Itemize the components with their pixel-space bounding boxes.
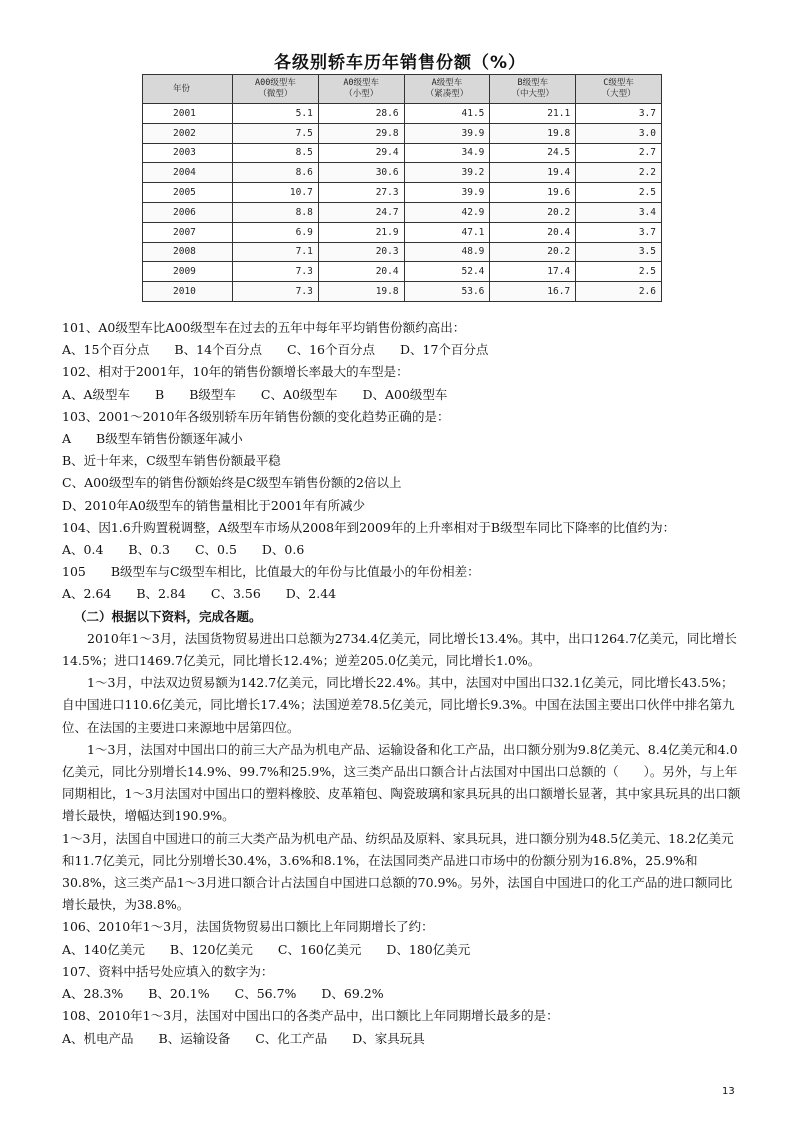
header-cell — [233, 75, 319, 104]
header-line-1: B级型车 — [517, 78, 549, 88]
share-cell: 39.2 — [404, 163, 490, 183]
question-105: 105 B级型车与C级型车相比，比值最大的年份与比值最小的年份相差： — [62, 564, 480, 580]
paragraph-1: 2010年1～3月，法国货物贸易进出口总额为2734.4亿美元，同比增长13.4%。其中，出口1264.7亿美元，同比增长14.5%；进口1469.7亿美元，同比增长12.4%；逆差205.0亿美元，同比增长1.0%。 — [62, 630, 737, 669]
question-103: 103、2001～2010年各级别轿车历年销售份额的变化趋势正确的是： — [62, 408, 450, 424]
share-cell: 20.4 — [490, 222, 576, 242]
header-line-2: （紧凑型） — [425, 89, 469, 99]
question-108: 108、2010年1～3月，法国对中国出口的各类产品中，出口额比上年同期增长最多的是： — [62, 1008, 559, 1024]
table-row — [143, 202, 662, 222]
question-104-options: A、0.4 B、0.3 C、0.5 D、0.6 — [62, 542, 305, 558]
table-row — [143, 163, 662, 183]
share-cell: 2.5 — [576, 183, 662, 203]
share-cell: 2.2 — [576, 163, 662, 183]
question-content — [62, 317, 742, 1050]
table-row — [143, 262, 662, 282]
header-line-2: （中大型） — [511, 89, 555, 99]
header-cell — [143, 75, 233, 104]
header-line-1: A0级型车 — [343, 78, 380, 88]
question-101: 101、A0级型车比A00级型车在过去的五年中每年平均销售份额约高出： — [62, 320, 466, 335]
share-cell: 5.1 — [233, 104, 319, 124]
share-cell: 7.3 — [233, 262, 319, 282]
table-body — [143, 104, 662, 302]
share-cell: 21.1 — [490, 104, 576, 124]
share-cell: 17.4 — [490, 262, 576, 282]
share-cell: 24.5 — [490, 143, 576, 163]
question-105-options: A、2.64 B、2.84 C、3.56 D、2.44 — [62, 586, 337, 602]
share-cell: 7.5 — [233, 123, 319, 143]
share-cell: 20.4 — [318, 262, 404, 282]
share-cell: 10.7 — [233, 183, 319, 203]
table-row — [143, 282, 662, 302]
share-cell: 2.5 — [576, 262, 662, 282]
share-cell: 7.3 — [233, 282, 319, 302]
question-102: 102、相对于2001年，10年的销售份额增长率最大的车型是： — [62, 364, 409, 380]
question-108-options: A、机电产品 B、运输设备 C、化工产品 D、家具玩具 — [62, 1030, 425, 1046]
table-row — [143, 123, 662, 143]
share-cell: 8.5 — [233, 143, 319, 163]
share-cell: 7.1 — [233, 242, 319, 262]
year-cell: 2006 — [143, 202, 233, 222]
section-heading: （二）根据以下资料，完成各题。 — [74, 608, 262, 624]
paragraph-3: 1～3月，法国对中国出口的前三大产品为机电产品、运输设备和化工产品，出口额分别为9.8亿美元、8.4亿美元和4.0亿美元，同比分别增长14.9%、99.7%和25.9%，这三类产品出口额合计占法国对中国出口总额的（ ）。另外，与上年同期相比，1～3月法国对中国出口的塑料橡胶、皮革箱包、陶瓷玻璃和家具玩具的出口额增长显著，其中家具玩具的出口额增长最快，增幅达到190.9%。 — [62, 741, 741, 824]
share-cell: 28.6 — [318, 104, 404, 124]
share-cell: 48.9 — [404, 242, 490, 262]
share-cell: 19.6 — [490, 183, 576, 203]
table-row — [143, 104, 662, 124]
share-cell: 16.7 — [490, 282, 576, 302]
year-cell: 2007 — [143, 222, 233, 242]
share-cell: 19.4 — [490, 163, 576, 183]
header-line-1: 年份 — [173, 83, 191, 94]
share-cell: 39.9 — [404, 183, 490, 203]
paragraph-2: 1～3月，中法双边贸易额为142.7亿美元，同比增长22.4%。其中，法国对中国出口32.1亿美元，同比增长43.5%；自中国进口110.6亿美元，同比增长17.4%；法国逆差78.5亿美元，同比增长9.3%。中国在法国主要出口伙伴中排名第九位、在法国的主要进口来源地中居第四位。 — [62, 675, 735, 735]
header-line-1: A00级型车 — [254, 78, 296, 88]
share-cell: 39.9 — [404, 123, 490, 143]
sales-share-table — [142, 74, 662, 302]
share-cell: 42.9 — [404, 202, 490, 222]
share-cell: 47.1 — [404, 222, 490, 242]
share-cell: 30.6 — [318, 163, 404, 183]
question-103-option-d: D、2010年A0级型车的销售量相比于2001年有所减少 — [62, 497, 366, 513]
header-cell — [490, 75, 576, 104]
question-106-options: A、140亿美元 B、120亿美元 C、160亿美元 D、180亿美元 — [62, 941, 471, 957]
sales-table — [142, 74, 662, 302]
share-cell: 3.0 — [576, 123, 662, 143]
table-row — [143, 242, 662, 262]
header-line-2: （微型） — [258, 89, 293, 99]
header-cell — [318, 75, 404, 104]
share-cell: 27.3 — [318, 183, 404, 203]
year-cell: 2003 — [143, 143, 233, 163]
question-103-option-b: B、近十年来，C级型车销售份额最平稳 — [62, 453, 281, 469]
header-line-2: （小型） — [344, 89, 379, 99]
share-cell: 19.8 — [318, 282, 404, 302]
table-row — [143, 183, 662, 203]
share-cell: 3.7 — [576, 222, 662, 242]
header-cell — [576, 75, 662, 104]
year-cell: 2010 — [143, 282, 233, 302]
share-cell: 20.3 — [318, 242, 404, 262]
share-cell: 29.8 — [318, 123, 404, 143]
question-104: 104、因1.6升购置税调整，A级型车市场从2008年到2009年的上升率相对于B级型车同比下降率的比值约为： — [62, 519, 676, 535]
share-cell: 34.9 — [404, 143, 490, 163]
table-header-row — [143, 75, 662, 104]
share-cell: 8.8 — [233, 202, 319, 222]
question-107: 107、资料中括号处应填入的数字为： — [62, 963, 274, 979]
table-row — [143, 222, 662, 242]
table-title: 各级别轿车历年销售份额（%） — [273, 53, 527, 73]
year-cell: 2002 — [143, 123, 233, 143]
table-row — [143, 143, 662, 163]
share-cell: 24.7 — [318, 202, 404, 222]
share-cell: 21.9 — [318, 222, 404, 242]
question-101-options: A、15个百分点 B、14个百分点 C、16个百分点 D、17个百分点 — [62, 342, 489, 358]
question-106: 106、2010年1～3月，法国货物贸易出口额比上年同期增长了约： — [62, 919, 434, 935]
header-line-2: （大型） — [601, 89, 636, 99]
share-cell: 53.6 — [404, 282, 490, 302]
header-line-1: C级型车 — [603, 78, 634, 88]
share-cell: 8.6 — [233, 163, 319, 183]
header-line-1: A级型车 — [431, 78, 463, 88]
year-cell: 2001 — [143, 104, 233, 124]
paragraph-4: 1～3月，法国自中国进口的前三大类产品为机电产品、纺织品及原料、家具玩具，进口额分别为48.5亿美元、18.2亿美元和11.7亿美元，同比分别增长30.4%，3.6%和8.1%，在法国同类产品进口市场中的份额分别为16.8%，25.9%和30.8%，这三类产品1～3月进口额合计占法国自中国进口总额的70.9%。另外，法国自中国进口的化工产品的进口额同比增长最快，为38.8%。 — [62, 830, 734, 913]
question-102-options: A、A级型车 B B级型车 C、A0级型车 D、A00级型车 — [62, 386, 448, 402]
question-103-option-a: A B级型车销售份额逐年减小 — [62, 431, 243, 447]
share-cell: 19.8 — [490, 123, 576, 143]
share-cell: 3.5 — [576, 242, 662, 262]
share-cell: 3.7 — [576, 104, 662, 124]
year-cell: 2008 — [143, 242, 233, 262]
share-cell: 29.4 — [318, 143, 404, 163]
share-cell: 2.6 — [576, 282, 662, 302]
share-cell: 41.5 — [404, 104, 490, 124]
year-cell: 2004 — [143, 163, 233, 183]
year-cell: 2005 — [143, 183, 233, 203]
share-cell: 20.2 — [490, 242, 576, 262]
question-107-options: A、28.3% B、20.1% C、56.7% D、69.2% — [62, 986, 384, 1002]
share-cell: 20.2 — [490, 202, 576, 222]
share-cell: 52.4 — [404, 262, 490, 282]
year-cell: 2009 — [143, 262, 233, 282]
question-103-option-c: C、A00级型车的销售份额始终是C级型车销售份额的2倍以上 — [62, 475, 402, 491]
header-cell — [404, 75, 490, 104]
share-cell: 2.7 — [576, 143, 662, 163]
page-number: 13 — [722, 1086, 735, 1097]
share-cell: 6.9 — [233, 222, 319, 242]
share-cell: 3.4 — [576, 202, 662, 222]
